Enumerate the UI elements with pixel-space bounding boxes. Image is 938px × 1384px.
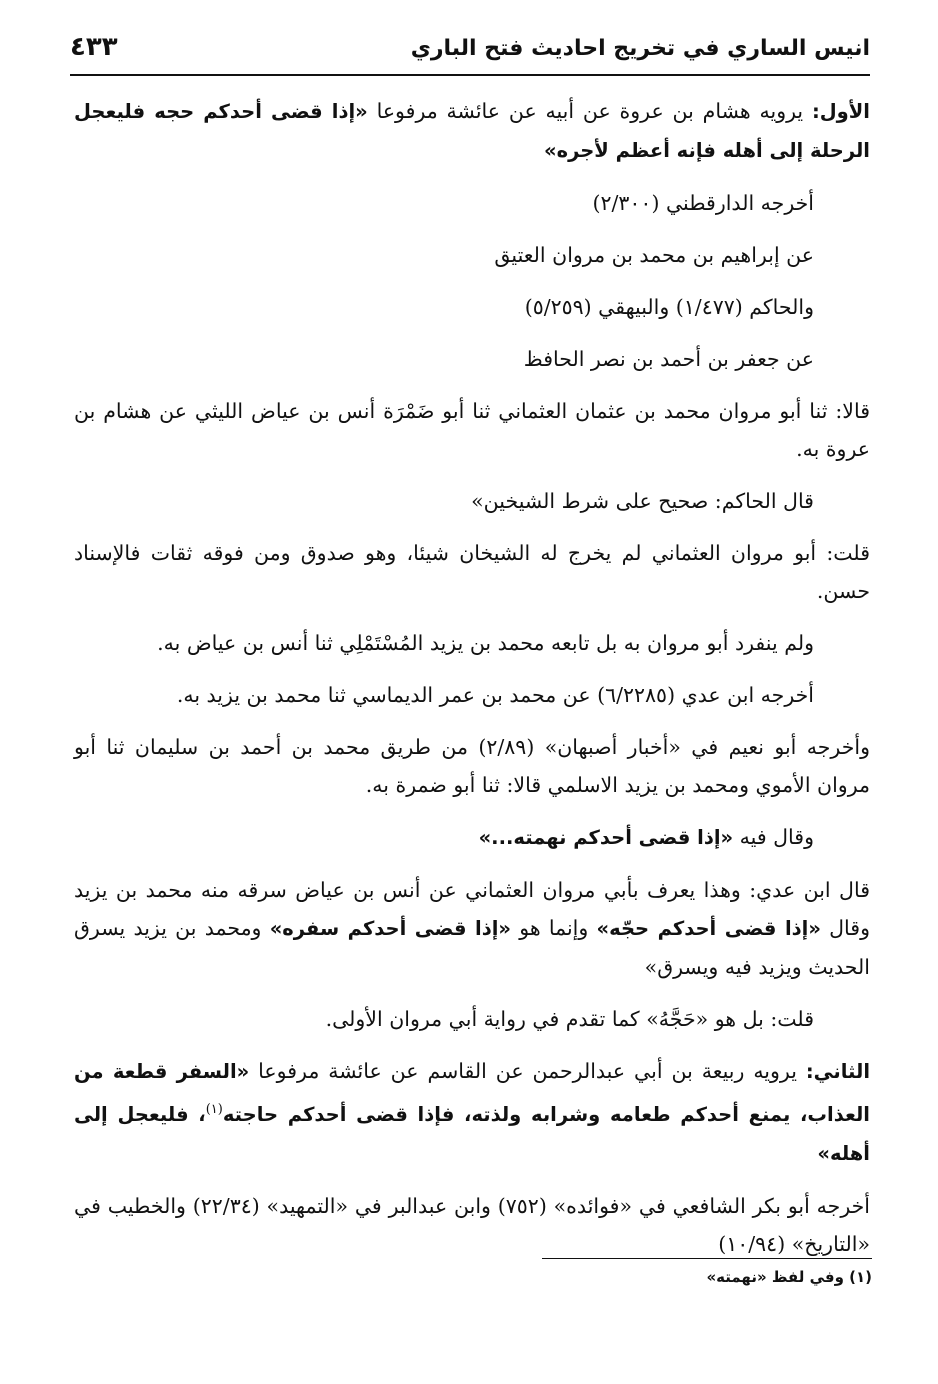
- paragraph: ولم ينفرد أبو مروان به بل تابعه محمد بن يزيد المُسْتَمْلِي ثنا أنس بن عياض به.: [157, 631, 814, 655]
- paragraph: قالا: ثنا أبو مروان محمد بن عثمان العثماني ثنا أبو ضَمْرَة أنس بن عياض الليثي عن هشام بن عروة به.: [74, 399, 870, 461]
- hadith-quote: «إذا قضى أحدكم حجّه»: [596, 917, 821, 940]
- running-header: [70, 30, 870, 76]
- paragraph: [74, 818, 870, 857]
- paragraph: قال الحاكم: صحيح على شرط الشيخين»: [471, 489, 814, 513]
- book-title: انيس الساري في تخريج احاديث فتح الباري: [410, 36, 870, 61]
- footnote-marker[interactable]: (١): [205, 1102, 223, 1117]
- section-label: الأول:: [811, 100, 870, 123]
- paragraph-second-narration: [74, 1052, 870, 1173]
- hadith-quote: «إذا قضى أحدكم نهمته...»: [478, 826, 734, 849]
- paragraph: عن جعفر بن أحمد بن نصر الحافظ: [523, 347, 814, 371]
- paragraph: والحاكم (١/٤٧٧) والبيهقي (٥/٢٥٩): [524, 295, 814, 319]
- paragraph: أخرجه أبو بكر الشافعي في «فوائده» (٧٥٢) وابن عبدالبر في «التمهيد» (٢٢/٣٤) والخطيب في «التاريخ» (١٠/٩٤): [74, 1193, 871, 1256]
- paragraph: قلت: أبو مروان العثماني لم يخرج له الشيخان شيئا، وهو صدوق ومن فوقه ثقات فالإسناد حسن.: [74, 541, 870, 603]
- paragraph-text: ومحمد بن يزيد يسرق الحديث ويزيد فيه ويسرق»: [74, 916, 870, 979]
- hadith-quote: ، فليعجل إلى أهله»: [74, 1102, 870, 1165]
- paragraph: أخرجه ابن عدي (٦/٢٢٨٥) عن محمد بن عمر الديماسي ثنا محمد بن يزيد به.: [176, 683, 814, 707]
- footnote-divider: [542, 1258, 872, 1259]
- main-text: [74, 92, 870, 1277]
- footnote: (١) وفي لفظ «نهمته»: [706, 1268, 872, 1286]
- paragraph: [74, 871, 870, 986]
- paragraph: عن إبراهيم بن محمد بن مروان العتيق: [494, 243, 814, 267]
- section-label: الثاني:: [805, 1060, 871, 1083]
- hadith-quote: «إذا قضى أحدكم حجه فليعجل الرحلة إلى أهله فإنه أعظم لأجره»: [74, 100, 870, 162]
- paragraph: أخرجه الدارقطني (٢/٣٠٠): [592, 191, 814, 215]
- paragraph: وأخرجه أبو نعيم في «أخبار أصبهان» (٢/٨٩) من طريق محمد بن أحمد بن سليمان ثنا أبو مروان الأموي ومحمد بن يزيد الاسلمي قالا: ثنا أبو ضمرة به.: [74, 735, 870, 797]
- hadith-quote: «السفر قطعة من العذاب، يمنع أحدكم طعامه وشرابه ولذته، فإذا قضى أحدكم حاجته: [74, 1060, 870, 1126]
- paragraph-first-narration: [74, 92, 870, 170]
- hadith-quote: «إذا قضى أحدكم سفره»: [269, 917, 511, 940]
- paragraph-text: يرويه ربيعة بن أبي عبدالرحمن عن القاسم عن عائشة مرفوعا: [249, 1059, 806, 1083]
- paragraph-text: يرويه هشام بن عروة عن أبيه عن عائشة مرفوعا: [367, 99, 812, 123]
- paragraph: قلت: بل هو «حَجَّهُ» كما تقدم في رواية أبي مروان الأولى.: [325, 1007, 814, 1031]
- paragraph-text: وقال فيه: [733, 825, 814, 849]
- page-number: ٤٣٣: [70, 32, 118, 62]
- paragraph-text: قال ابن عدي: وهذا يعرف بأبي مروان العثماني عن أنس بن عياض سرقه منه محمد بن يزيد وقال: [74, 878, 871, 940]
- paragraph-text: وإنما هو: [511, 916, 597, 940]
